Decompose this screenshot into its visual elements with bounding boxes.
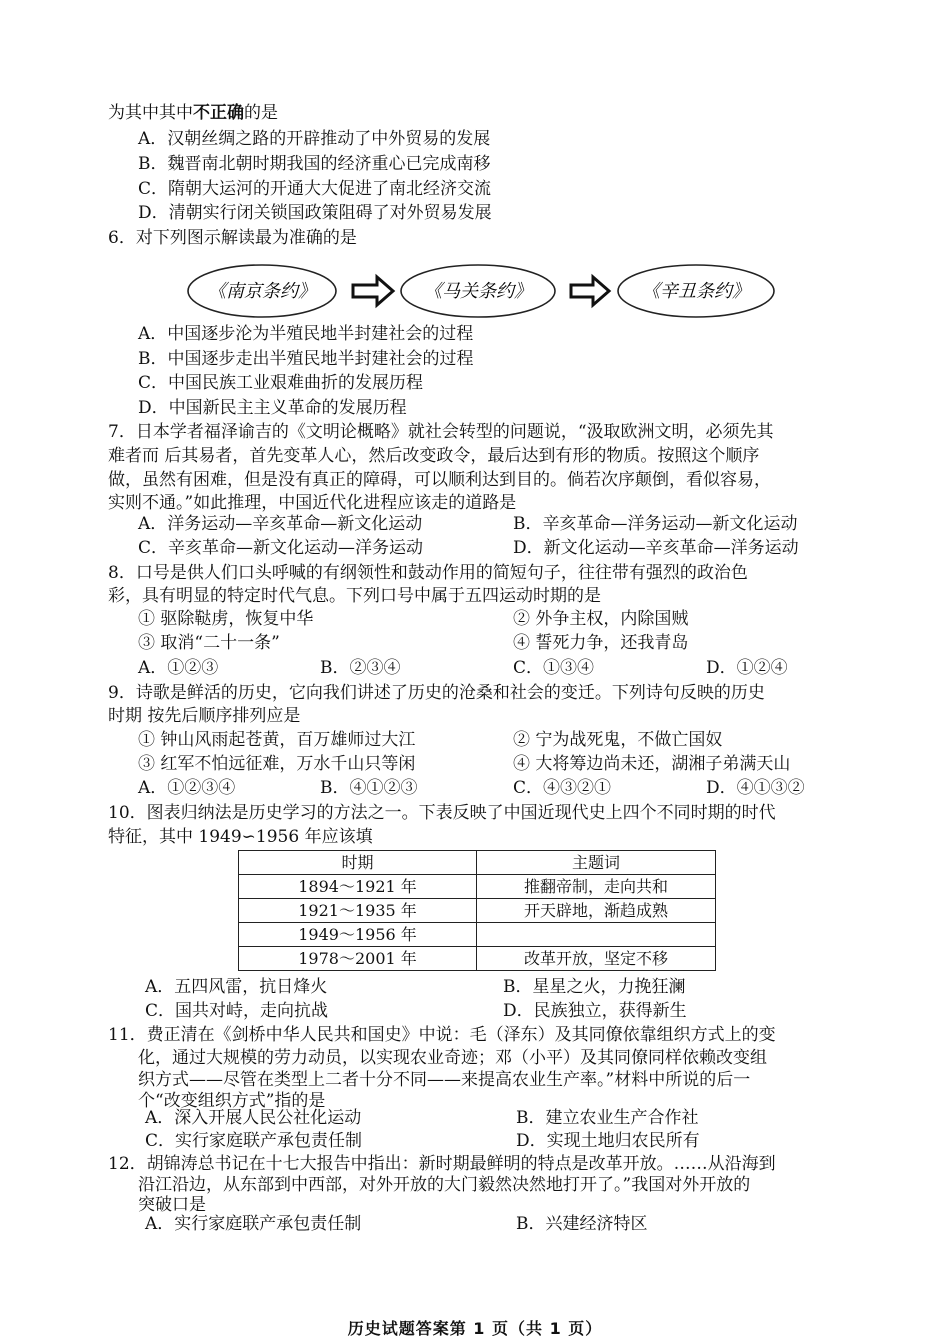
q5-stem: 为其中其中不正确的是 [108, 103, 278, 123]
q11-stem-line3: 织方式——尽管在类型上二者十分不同——来提高农业生产率。”材料中所说的后一 [138, 1070, 751, 1090]
q6-option-b: B．中国逐步走出半殖民地半封建社会的过程 [138, 349, 474, 369]
q8-option-a: A．①②③ [138, 658, 219, 678]
q7-option-b: B．辛亥革命—洋务运动—新文化运动 [513, 514, 798, 534]
q7-option-d: D．新文化运动—辛亥革命—洋务运动 [513, 538, 799, 558]
table-header-period: 时期 [239, 851, 477, 875]
q12-stem-line2: 沿江沿边，从东部到中西部，对外开放的大门毅然决然地打开了。”我国对外开放的 [138, 1175, 751, 1195]
treaty-sequence-diagram [185, 260, 785, 322]
q11-stem-line1: 11．费正清在《剑桥中华人民共和国史》中说：毛（泽东）及其同僚依靠组织方式上的变 [108, 1025, 776, 1045]
q8-option-b: B．②③④ [320, 658, 401, 678]
table-cell-period: 1894～1921 年 [239, 875, 477, 899]
q11-stem-line2: 化，通过大规模的劳力动员，以实现农业奇迹；邓（小平）及其同僚同样依赖改变组 [138, 1048, 767, 1068]
q11-option-c: C．实行家庭联产承包责任制 [145, 1131, 363, 1151]
q11-stem-line4: 个“改变组织方式”指的是 [138, 1091, 326, 1111]
q12-option-a: A．实行家庭联产承包责任制 [145, 1214, 362, 1234]
q6-option-a: A．中国逐步沦为半殖民地半封建社会的过程 [138, 324, 474, 344]
q8-item-2: ② 外争主权，内除国贼 [513, 609, 689, 629]
q9-stem-line1: 9．诗歌是鲜活的历史，它向我们讲述了历史的沧桑和社会的变迁。下列诗句反映的历史 [108, 683, 765, 703]
q12-stem-line3: 突破口是 [138, 1195, 206, 1215]
table-row [239, 875, 716, 899]
q9-option-c: C．④③②① [513, 778, 612, 798]
q9-stem-line2: 时期 按先后顺序排列应是 [108, 706, 301, 726]
q7-stem-line2: 难者而 后其易者，首先变革人心，然后改变政令，最后达到有形的物质。按照这个顺序 [108, 446, 760, 466]
q9-item-2: ② 宁为战死鬼，不做亡国奴 [513, 730, 723, 750]
table-header-theme: 主题词 [477, 851, 716, 875]
treaty-label-maguan: 《马关条约》 [424, 281, 532, 302]
arrow-icon [571, 277, 609, 305]
q7-option-c: C．辛亥革命—新文化运动—洋务运动 [138, 538, 424, 558]
q8-option-d: D．①②④ [706, 658, 788, 678]
q11-option-b: B．建立农业生产合作社 [516, 1108, 699, 1128]
q10-option-b: B．星星之火，力挽狂澜 [503, 977, 686, 997]
q9-item-4: ④ 大将筹边尚未还，湖湘子弟满天山 [513, 754, 791, 774]
treaty-label-nanjing: 《南京条约》 [208, 281, 316, 302]
q6-stem: 6．对下列图示解读最为准确的是 [108, 228, 357, 248]
q9-option-a: A．①②③④ [138, 778, 236, 798]
q5-option-a: A．汉朝丝绸之路的开辟推动了中外贸易的发展 [138, 129, 491, 149]
q8-item-4: ④ 誓死力争，还我青岛 [513, 633, 689, 653]
table-cell-period: 1921～1935 年 [239, 899, 477, 923]
q6-option-c: C．中国民族工业艰难曲折的发展历程 [138, 373, 424, 393]
table-cell-theme: 改革开放，坚定不移 [477, 947, 716, 971]
q6-option-d: D．中国新民主主义革命的发展历程 [138, 398, 407, 418]
q5-option-b: B．魏晋南北朝时期我国的经济重心已完成南移 [138, 154, 491, 174]
table-row [239, 899, 716, 923]
q9-option-b: B．④①②③ [320, 778, 418, 798]
q12-option-b: B．兴建经济特区 [516, 1214, 648, 1234]
q7-stem-line4: 实则不通。”如此推理，中国近代化进程应该走的道路是 [108, 493, 517, 513]
arrow-icon [353, 277, 393, 305]
q8-stem-line1: 8．口号是供人们口头呼喊的有纲领性和鼓动作用的简短句子，往往带有强烈的政治色 [108, 563, 748, 583]
q8-stem-line2: 彩，具有明显的特定时代气息。下列口号中属于五四运动时期的是 [108, 586, 601, 606]
q10-option-a: A．五四风雷，抗日烽火 [145, 977, 328, 997]
q7-stem-line1: 7．日本学者福泽谕吉的《文明论概略》就社会转型的问题说，“汲取欧洲文明，必须先其 [108, 422, 774, 442]
q10-option-d: D．民族独立，获得新生 [503, 1001, 687, 1021]
table-cell-theme: 开天辟地，渐趋成熟 [477, 899, 716, 923]
q10-stem-line1: 10．图表归纳法是历史学习的方法之一。下表反映了中国近现代史上四个不同时期的时代 [108, 803, 776, 823]
table-cell-theme: 推翻帝制，走向共和 [477, 875, 716, 899]
q5-option-d: D．清朝实行闭关锁国政策阻碍了对外贸易发展 [138, 203, 492, 223]
q7-option-a: A．洋务运动—辛亥革命—新文化运动 [138, 514, 423, 534]
q9-option-d: D．④①③② [706, 778, 805, 798]
q10-stem-line2: 特征，其中 1949∽1956 年应该填 [108, 827, 373, 847]
table-row [239, 947, 716, 971]
q8-item-3: ③ 取消“二十一条” [138, 633, 280, 653]
table-cell-period: 1978～2001 年 [239, 947, 477, 971]
q9-item-3: ③ 红军不怕远征难，万水千山只等闲 [138, 754, 416, 774]
table-cell-period: 1949～1956 年 [239, 923, 477, 947]
page-footer: 历史试题答案第 1 页（共 1 页） [347, 1319, 603, 1338]
table-header-row [239, 851, 716, 875]
treaty-label-xinchou: 《辛丑条约》 [642, 281, 750, 302]
q11-option-d: D．实现土地归农民所有 [516, 1131, 700, 1151]
q8-option-c: C．①③④ [513, 658, 595, 678]
q9-item-1: ① 钟山风雨起苍黄，百万雄师过大江 [138, 730, 416, 750]
q11-option-a: A．深入开展人民公社化运动 [145, 1108, 362, 1128]
period-theme-table [238, 850, 716, 971]
q10-option-c: C．国共对峙，走向抗战 [145, 1001, 329, 1021]
table-row [239, 923, 716, 947]
q12-stem-line1: 12．胡锦涛总书记在十七大报告中指出：新时期最鲜明的特点是改革开放。……从沿海到 [108, 1154, 776, 1174]
q5-option-c: C．隋朝大运河的开通大大促进了南北经济交流 [138, 179, 492, 199]
table-cell-theme [477, 923, 716, 947]
q8-item-1: ① 驱除鞑虏，恢复中华 [138, 609, 314, 629]
q7-stem-line3: 做，虽然有困难，但是没有真正的障碍，可以顺利达到目的。倘若次序颠倒，看似容易， [108, 470, 771, 490]
